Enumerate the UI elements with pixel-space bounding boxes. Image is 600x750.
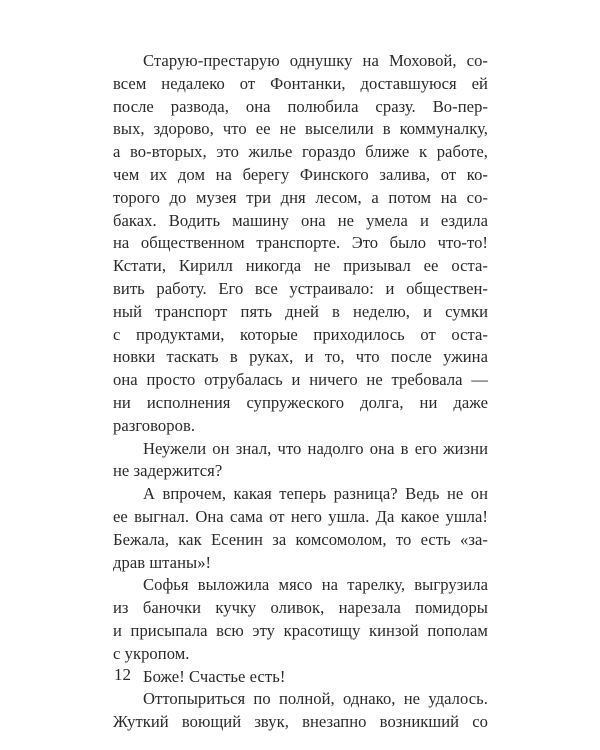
text-line: с укропом. [113,643,190,663]
text-line: вых, здорово, что ее не выселили в коммуналку, [113,119,488,139]
text-line: разговоров. [113,415,196,435]
text-line: ее выгнал. Она сама от него ушла. Да какое ушла! [113,506,488,526]
text-line: Жуткий воющий звук, внезапно возникший со [113,712,488,732]
text-line: драв штаны»! [113,552,212,572]
paragraph [113,50,488,438]
text-line: Боже! Счастье есть! [143,666,286,686]
text-line: ный транспорт пять дней в неделю, и сумки [113,301,488,321]
text-line: а во-вторых, это жилье гораздо ближе к работе, [113,142,488,162]
paragraph [113,483,488,574]
text-line: из баночки кучку оливок, нарезала помидоры [113,598,488,618]
text-line: и присыпала всю эту красотищу кинзой пополам [113,620,488,640]
text-line: баках. Водить машину она не умела и ездила [113,210,488,230]
text-line: всем недалеко от Фонтанки, доставшуюся ей [113,73,488,93]
paragraph [113,666,488,689]
text-line: торого до музея три дня лесом, а потом на со- [113,187,488,207]
text-line: Кстати, Кирилл никогда не призывал ее оста- [113,256,488,276]
text-line: вить работу. Его все устраивало: и обществен- [113,278,488,298]
text-line: Неужели он знал, что надолго она в его жизни [143,438,488,458]
text-line: на общественном транспорте. Это было что-то! [113,233,488,253]
text-line: с продуктами, которые приходилось от оста- [113,324,488,344]
text-line: новки таскать в руках, и то, что после ужина [113,347,488,367]
page-number: 12 [114,665,131,684]
text-line: Оттопыриться по полной, однако, не удалось. [143,689,488,709]
paragraph [113,688,488,734]
paragraph [113,574,488,665]
text-line: чем их дом на берегу Финского залива, от ко- [113,164,488,184]
text-line: А впрочем, какая теперь разница? Ведь не он [143,484,488,504]
text-line: Бежала, как Есенин за комсомолом, то есть «за- [113,529,488,549]
text-line: она просто отрубалась и ничего не требовала — [113,370,488,390]
text-line: Старую-престарую однушку на Моховой, со- [143,51,488,70]
page-body-text [113,50,488,734]
text-line: не задержится? [113,461,223,481]
text-line: после развода, она полюбила сразу. Во-пер- [113,96,488,116]
text-line: ни исполнения супружеского долга, ни даже [113,392,488,412]
paragraph [113,438,488,484]
text-line: Софья выложила мясо на тарелку, выгрузила [143,575,488,595]
